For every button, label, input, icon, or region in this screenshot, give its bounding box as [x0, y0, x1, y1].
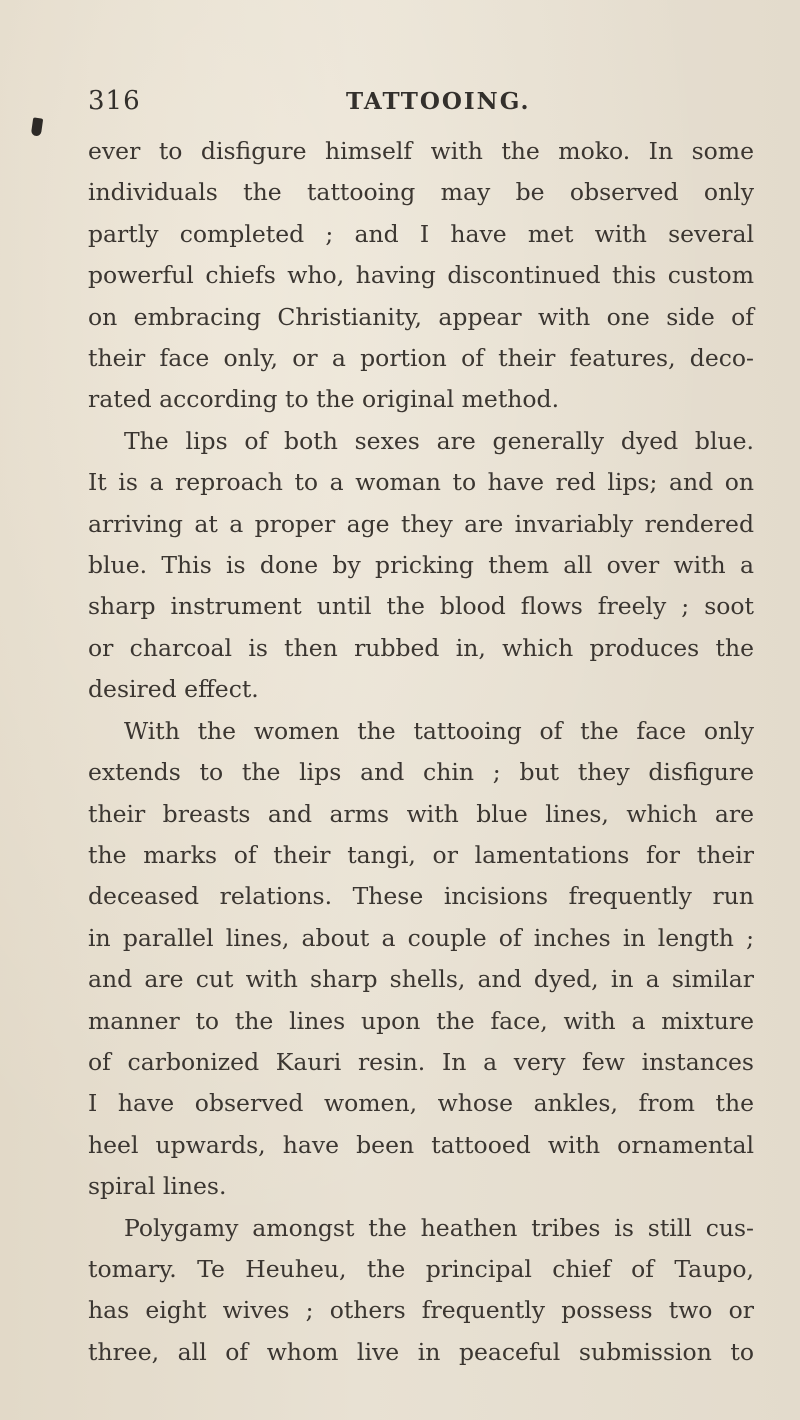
text-line: rated according to the original method.: [88, 385, 560, 414]
text-line: desired effect.: [88, 675, 259, 704]
text-line: ever to disfigure himself with the moko. In some: [88, 137, 754, 165]
text-line: The lips of both sexes are generally dyed blue.: [124, 426, 754, 455]
text-line: With the women the tattooing of the face only: [124, 716, 754, 745]
text-line: heel upwards, have been tattooed with ornamental: [88, 1130, 754, 1159]
text-line: manner to the lines upon the face, with a mixture: [88, 1006, 754, 1035]
text-line: It is a reproach to a woman to have red lips; and on: [88, 468, 754, 497]
text-line: deceased relations. These incisions frequently run: [88, 882, 754, 911]
ink-mark: [31, 117, 43, 136]
text-line: in parallel lines, about a couple of inches in length ;: [88, 923, 754, 952]
text-line: blue. This is done by pricking them all over with a: [88, 551, 754, 580]
text-line: Polygamy amongst the heathen tribes is still cus-: [124, 1213, 754, 1242]
text-line: and are cut with sharp shells, and dyed, in a similar: [88, 965, 754, 994]
page-header: [88, 86, 758, 126]
text-line: on embracing Christianity, appear with one side of: [88, 302, 754, 331]
text-line: or charcoal is then rubbed in, which produces the: [88, 633, 754, 662]
text-line: partly completed ; and I have met with several: [88, 219, 754, 248]
text-line: arriving at a proper age they are invariably rendered: [88, 509, 754, 538]
text-line: their breasts and arms with blue lines, which are: [88, 799, 754, 828]
text-line: I have observed women, whose ankles, from the: [88, 1089, 754, 1118]
text-line: their face only, or a portion of their features, deco-: [88, 344, 754, 373]
text-line: individuals the tattooing may be observed only: [88, 178, 754, 207]
text-line: the marks of their tangi, or lamentations for their: [88, 840, 754, 869]
text-line: has eight wives ; others frequently possess two or: [88, 1296, 754, 1325]
page-number: 316: [88, 86, 141, 116]
text-line: sharp instrument until the blood flows freely ; soot: [88, 592, 754, 621]
text-line: extends to the lips and chin ; but they disfigure: [88, 758, 754, 787]
text-line: three, all of whom live in peaceful submission to: [88, 1337, 754, 1366]
text-line: spiral lines.: [88, 1172, 227, 1201]
text-line: tomary. Te Heuheu, the principal chief of Taupo,: [88, 1254, 754, 1283]
running-head: TATTOOING.: [346, 88, 531, 115]
text-line: powerful chiefs who, having discontinued this custom: [88, 261, 754, 290]
body-text: [88, 131, 754, 1373]
text-line: of carbonized Kauri resin. In a very few instances: [88, 1047, 754, 1076]
